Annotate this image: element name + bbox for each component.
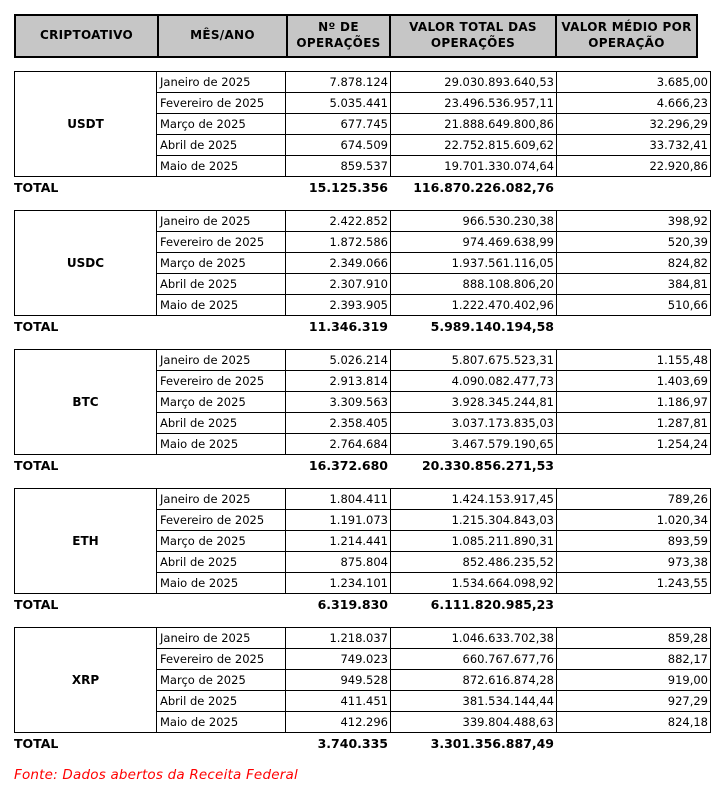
header-num-operacoes: Nº DE OPERAÇÕES [287,15,390,57]
operations-cell: 7.878.124 [286,72,391,93]
avg-value-cell: 1.243,55 [557,573,711,594]
total-row-xrp [14,733,725,753]
usdc-table [14,210,711,316]
avg-value-cell: 520,39 [557,232,711,253]
xrp-table [14,627,711,733]
total-value-cell: 339.804.488,63 [391,712,557,733]
operations-cell: 859.537 [286,156,391,177]
avg-value-cell: 398,92 [557,211,711,232]
crypto-asset-label: BTC [15,350,157,455]
total-value-cell: 852.486.235,52 [391,552,557,573]
month-cell: Janeiro de 2025 [157,72,286,93]
table-row [15,211,711,232]
month-cell: Maio de 2025 [157,156,286,177]
month-cell: Março de 2025 [157,531,286,552]
month-cell: Maio de 2025 [157,295,286,316]
section-btc [14,349,725,475]
usdt-table [14,71,711,177]
month-cell: Abril de 2025 [157,552,286,573]
total-value: 3.301.356.887,49 [430,735,554,751]
avg-value-cell: 384,81 [557,274,711,295]
total-value-cell: 21.888.649.800,86 [391,114,557,135]
total-value-cell: 1.222.470.402,96 [391,295,557,316]
operations-cell: 1.191.073 [286,510,391,531]
operations-cell: 5.035.441 [286,93,391,114]
avg-value-cell: 510,66 [557,295,711,316]
operations-cell: 2.393.905 [286,295,391,316]
total-value-cell: 660.767.677,76 [391,649,557,670]
avg-value-cell: 3.685,00 [557,72,711,93]
operations-cell: 1.218.037 [286,628,391,649]
month-cell: Maio de 2025 [157,573,286,594]
total-value: 116.870.226.082,76 [413,179,554,195]
total-value: 5.989.140.194,58 [430,318,554,334]
section-eth [14,488,725,614]
crypto-asset-label: USDT [15,72,157,177]
operations-cell: 949.528 [286,670,391,691]
avg-value-cell: 32.296,29 [557,114,711,135]
month-cell: Fevereiro de 2025 [157,371,286,392]
crypto-asset-label: XRP [15,628,157,733]
month-cell: Fevereiro de 2025 [157,649,286,670]
month-cell: Abril de 2025 [157,413,286,434]
total-value-cell: 1.085.211.890,31 [391,531,557,552]
total-value-cell: 22.752.815.609,62 [391,135,557,156]
total-value-cell: 29.030.893.640,53 [391,72,557,93]
total-value-cell: 1.937.561.116,05 [391,253,557,274]
operations-cell: 2.764.684 [286,434,391,455]
total-label: TOTAL [14,179,59,195]
source-note: Fonte: Dados abertos da Receita Federal [14,767,298,783]
total-row-usdt [14,177,725,197]
total-value-cell: 1.534.664.098,92 [391,573,557,594]
operations-cell: 2.913.814 [286,371,391,392]
total-value-cell: 966.530.230,38 [391,211,557,232]
avg-value-cell: 1.254,24 [557,434,711,455]
month-cell: Janeiro de 2025 [157,350,286,371]
operations-cell: 677.745 [286,114,391,135]
table-row [15,628,711,649]
avg-value-cell: 1.020,34 [557,510,711,531]
section-xrp [14,627,725,753]
total-value-cell: 1.424.153.917,45 [391,489,557,510]
month-cell: Março de 2025 [157,670,286,691]
total-value-cell: 381.534.144,44 [391,691,557,712]
month-cell: Março de 2025 [157,114,286,135]
month-cell: Janeiro de 2025 [157,628,286,649]
operations-cell: 2.422.852 [286,211,391,232]
column-header-table [14,14,698,58]
operations-cell: 2.307.910 [286,274,391,295]
month-cell: Abril de 2025 [157,135,286,156]
month-cell: Fevereiro de 2025 [157,232,286,253]
total-value-cell: 19.701.330.074,64 [391,156,557,177]
total-operations: 11.346.319 [308,318,388,334]
table-row [15,72,711,93]
total-value-cell: 3.928.345.244,81 [391,392,557,413]
crypto-asset-label: USDC [15,211,157,316]
total-value-cell: 5.807.675.523,31 [391,350,557,371]
btc-table [14,349,711,455]
total-row-eth [14,594,725,614]
header-criptoativo: CRIPTOATIVO [15,15,158,57]
total-value-cell: 888.108.806,20 [391,274,557,295]
total-value-cell: 974.469.638,99 [391,232,557,253]
avg-value-cell: 927,29 [557,691,711,712]
operations-cell: 5.026.214 [286,350,391,371]
operations-cell: 1.234.101 [286,573,391,594]
total-operations: 6.319.830 [317,596,388,612]
avg-value-cell: 824,82 [557,253,711,274]
total-label: TOTAL [14,735,59,751]
avg-value-cell: 1.155,48 [557,350,711,371]
avg-value-cell: 973,38 [557,552,711,573]
month-cell: Fevereiro de 2025 [157,93,286,114]
total-value-cell: 872.616.874,28 [391,670,557,691]
avg-value-cell: 824,18 [557,712,711,733]
total-value-cell: 3.467.579.190,65 [391,434,557,455]
crypto-asset-label: ETH [15,489,157,594]
month-cell: Março de 2025 [157,253,286,274]
month-cell: Janeiro de 2025 [157,489,286,510]
header-valor-medio: VALOR MÉDIO POR OPERAÇÃO [556,15,697,57]
total-value-cell: 1.215.304.843,03 [391,510,557,531]
total-operations: 3.740.335 [317,735,388,751]
month-cell: Abril de 2025 [157,691,286,712]
avg-value-cell: 1.287,81 [557,413,711,434]
avg-value-cell: 789,26 [557,489,711,510]
operations-cell: 2.349.066 [286,253,391,274]
header-valor-total: VALOR TOTAL DAS OPERAÇÕES [390,15,556,57]
total-row-usdc [14,316,725,336]
operations-cell: 1.214.441 [286,531,391,552]
month-cell: Fevereiro de 2025 [157,510,286,531]
total-value-cell: 23.496.536.957,11 [391,93,557,114]
total-row-btc [14,455,725,475]
total-value: 20.330.856.271,53 [421,457,554,473]
total-label: TOTAL [14,318,59,334]
total-operations: 15.125.356 [308,179,388,195]
avg-value-cell: 1.186,97 [557,392,711,413]
eth-table [14,488,711,594]
avg-value-cell: 893,59 [557,531,711,552]
table-row [15,350,711,371]
operations-cell: 875.804 [286,552,391,573]
total-label: TOTAL [14,596,59,612]
avg-value-cell: 4.666,23 [557,93,711,114]
operations-cell: 2.358.405 [286,413,391,434]
avg-value-cell: 33.732,41 [557,135,711,156]
operations-cell: 412.296 [286,712,391,733]
total-value: 6.111.820.985,23 [430,596,554,612]
total-operations: 16.372.680 [308,457,388,473]
total-value-cell: 1.046.633.702,38 [391,628,557,649]
total-label: TOTAL [14,457,59,473]
total-value-cell: 4.090.082.477,73 [391,371,557,392]
avg-value-cell: 22.920,86 [557,156,711,177]
header-row [15,15,697,57]
section-usdc [14,210,725,336]
month-cell: Maio de 2025 [157,712,286,733]
avg-value-cell: 882,17 [557,649,711,670]
table-row [15,489,711,510]
section-usdt [14,71,725,197]
header-mes-ano: MÊS/ANO [158,15,287,57]
operations-cell: 3.309.563 [286,392,391,413]
total-value-cell: 3.037.173.835,03 [391,413,557,434]
month-cell: Março de 2025 [157,392,286,413]
operations-cell: 1.804.411 [286,489,391,510]
month-cell: Maio de 2025 [157,434,286,455]
month-cell: Abril de 2025 [157,274,286,295]
operations-cell: 1.872.586 [286,232,391,253]
avg-value-cell: 919,00 [557,670,711,691]
avg-value-cell: 1.403,69 [557,371,711,392]
avg-value-cell: 859,28 [557,628,711,649]
operations-cell: 749.023 [286,649,391,670]
operations-cell: 411.451 [286,691,391,712]
operations-cell: 674.509 [286,135,391,156]
month-cell: Janeiro de 2025 [157,211,286,232]
